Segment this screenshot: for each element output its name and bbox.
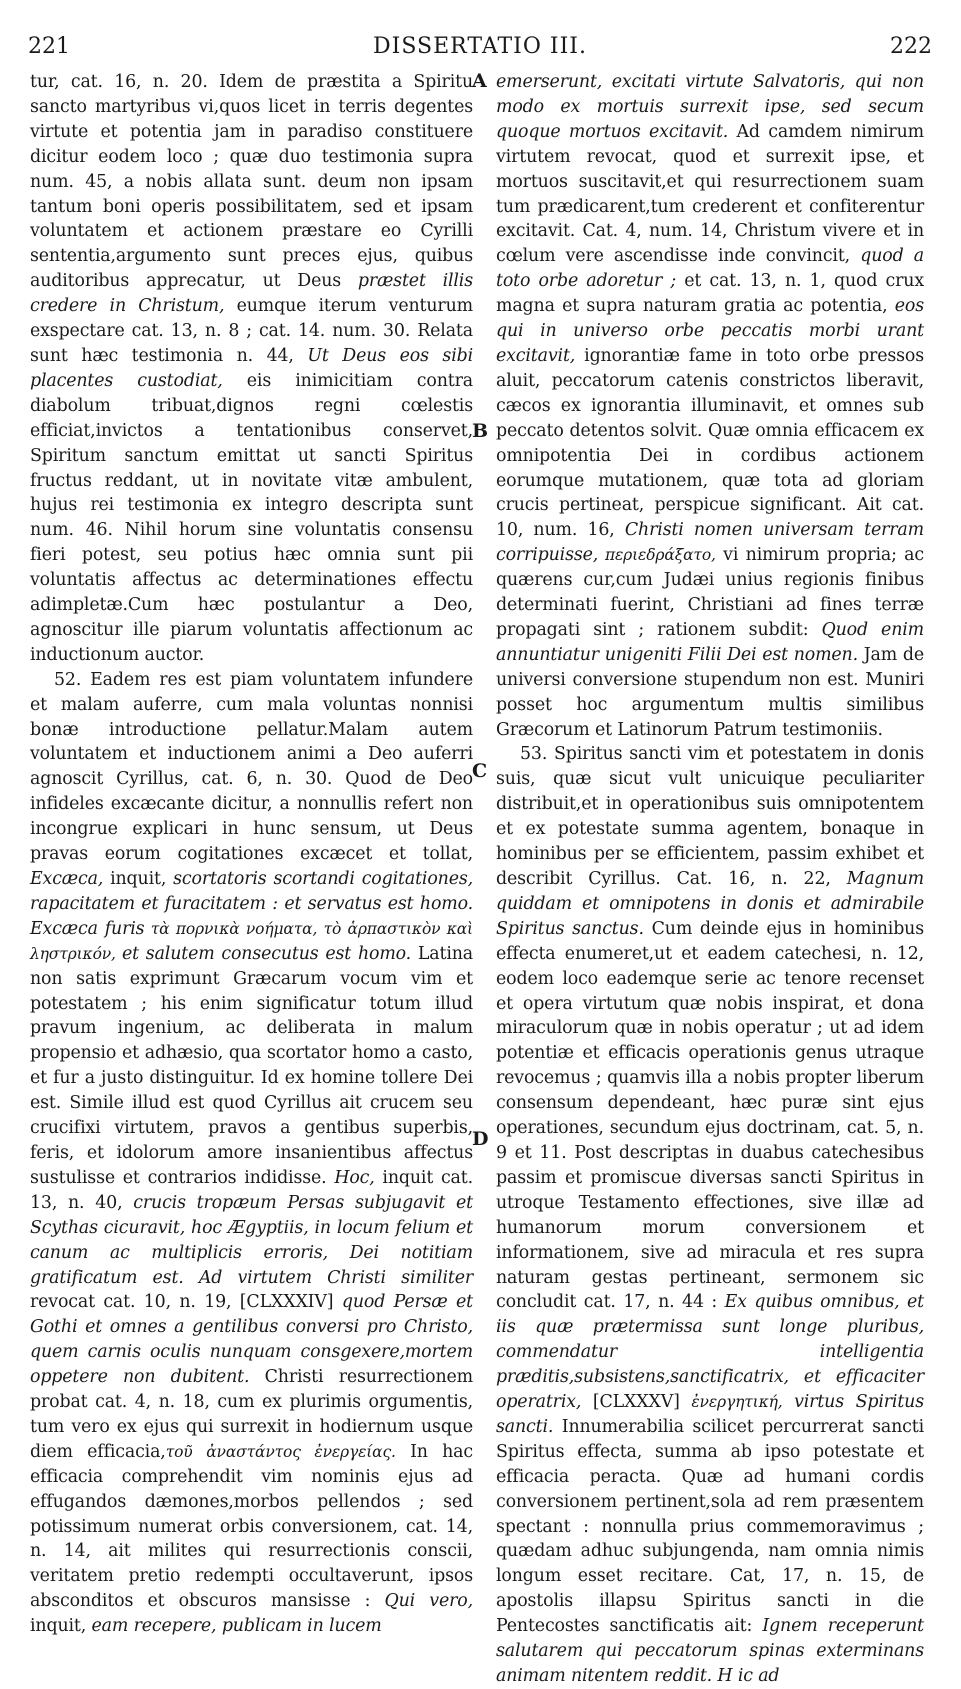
- text-run: 52. Eadem res est piam voluntatem infundere et malam auferre, cum mala voluntas nonnisi bonæ introductione pellatur.Malam autem voluntatem et inductionem animi a Deo auferri agnoscit Cyrillus, cat. 6, n. 30. Quod de Deo infideles excæcante dicitur, a nonnullis refert non incongrue explicari in hunc sensum, ut Deus pravas eorum cogitationes excæcet et tollat,: [30, 669, 473, 865]
- quotation: emerserunt, excitati virtute Salvatoris, qui non modo ex mortuis surrexit ipse, sed secum quoque mortuos excitavit.: [496, 72, 924, 142]
- text-run: 53. Spiritus sancti vim et potestatem in donis suis, quæ sicut vult unicuique peculiariter distribuit,et in operationibus suis omnipotentem et ex potestate summa agentem, bonaque in hominibus per se efficientem, passim exhibet et describit Cyrillus. Cat. 16, n. 22,: [496, 744, 924, 889]
- text-run: Jam de universi conversione stupendum non est. Muniri posset hoc argumentum multis similibus Græcorum et Latinorum Patrum testimoniis.: [496, 644, 924, 740]
- paragraph-53: [496, 742, 924, 1688]
- text-run: Innumerabilia scilicet percurrerat sancti Spiritus effecta, summa ab ipso potestate et efficacia peracta. Quæ ad humani cordis conversionem pertinent,sola ad rem præsentem spectant : nonnulla prius commemoravimus ; quædam adhuc subjungenda, nam omnia nimis longum esset recitare. Cat, 17, n. 15, de apostolis illapsu Spiritus sancti in die Pentecostes sanctificatis ait:: [496, 1416, 924, 1637]
- text-run: ignorantiæ fame in toto orbe pressos aluit, peccatorum catenis constrictos liberavit, cæcos ex ignorantia illuminavit, et omnes sub peccato detentos solvit. Quæ omnia efficacem ex omnipotentia Dei in cordibus actionem eorumque mutationem, quæ tota ad gloriam crucis pertineat, perspicue significant. Ait cat. 10, num. 16,: [496, 345, 924, 541]
- section-marker-b: B: [472, 420, 489, 442]
- right-column: [496, 70, 924, 1689]
- text-run: tur, cat. 16, n. 20. Idem de præstita a Spiritu sancto martyribus vi,quos licet in terris degentes virtute et potentia jam in paradiso constituere dicitur eodem loco ; quæ duo testimonia supra num. 45, a nobis allata sunt. deum non ipsam tantum boni operis possibilitatem, sed et ipsam voluntatem et actionem præstare eo Cyrilli sententia,argumento sunt preces ejus, quibus auditoribus apprecatur, ut Deus: [30, 72, 473, 292]
- quotation: Magnum quiddam et omnipotens in donis et admirabile Spiritus sanctus.: [496, 869, 924, 939]
- text-run: [CLXXXV]: [581, 1392, 692, 1413]
- quotation: quod Persæ et Gothi et omnes a gentilibus conversi pro Christo, quem carnis oculis nunquam consgexere,mortem oppetere non dubitent.: [30, 1292, 473, 1388]
- quotation: virtus Spiritus sancti.: [496, 1392, 924, 1437]
- text-run: Cum deinde ejus in hominibus effecta enumeret,ut et eadem catechesi, n. 12, eodem loco eademque serie ac tenore recenset et opera virtutum quæ nobis inspirat, et dona miraculorum quæ in nobis operatur ; ut ad idem potentiæ et efficacis operationis genus utraque revocemus ; quamvis illa a nobis propter liberum consensum dependeant, hæc puræ sint ejus operationes, secundum ejus doctrinam, cat. 5, n. 9 et 11. Post descriptas in duabus catechesibus passim et promiscue diversas sancti Spiritus in utroque Testamento effectiones, sive illæ ad humanorum morum conversionem et informationem, sive ad miracula et res supra naturam gestas pertineant, sermonem sic concludit cat. 17, n. 44 :: [496, 918, 924, 1313]
- quotation: Ex quibus omnibus, et iis quæ prætermissa sunt longe pluribus, commendatur intelligentia præditis,subsistens,sanctificatrix, et efficaciter operatrix,: [496, 1292, 924, 1413]
- left-page-number: 221: [28, 34, 70, 59]
- greek-text: τὰ πορνικὰ νοήματα, τὸ ἁρπαστικὸν καὶ ληστρικόν,: [30, 919, 473, 963]
- text-run: et cat. 13, n. 1, quod crux magna et supra naturam gratia ac potentia,: [496, 271, 924, 317]
- quotation: Christi nomen universam terram corripuisse,: [496, 520, 924, 566]
- quotation: Ignem receperunt salutarem qui peccatorum spinas exterminans animam nitentem reddit. H ic ad: [496, 1616, 924, 1686]
- quotation: eos qui in universo orbe peccatis morbi urant excitavit,: [496, 296, 924, 366]
- page-header: [28, 26, 932, 66]
- section-marker-c: C: [472, 760, 488, 782]
- right-page-number: 222: [890, 34, 932, 59]
- quotation: Qui vero,: [384, 1591, 473, 1612]
- running-title: DISSERTATIO III.: [373, 34, 587, 59]
- section-marker-d: D: [472, 1128, 489, 1150]
- quotation: Hoc,: [334, 1167, 375, 1188]
- quotation: eam recepere, publicam in lucem: [91, 1616, 382, 1637]
- greek-text: περιεδράξατο,: [598, 546, 716, 565]
- text-run: eumque iterum venturum exspectare cat. 13, n. 8 ; cat. 14. num. 30. Relata sunt hæc testimonia n. 44,: [30, 296, 473, 366]
- quotation: crucis tropæum Persas subjugavit et Scythas cicuravit, hoc Ægyptiis, in locum felium et canum ac multiplicis erroris, Dei notitiam gratificatum est. Ad virtutem Christi similiter: [30, 1192, 474, 1288]
- quotation: scortatoris scortandi cogitationes, rapacitatem et furacitatem : et servatus est homo. Excæca furis: [30, 869, 473, 939]
- paragraph-51-continued: [30, 70, 473, 668]
- quotation: quod a toto orbe adoretur ;: [496, 246, 924, 292]
- left-column: [30, 70, 473, 1639]
- greek-text: ἐνεργητική,: [691, 1393, 783, 1412]
- text-run: eis inimicitiam contra diabolum tribuat,dignos regni cœlestis efficiat,invictos a tentationibus conservet, Spiritum sanctum emittat ut sancti Spiritus fructus reddant, ut in novitate vitæ ambulent, hujus rei testimonia ex integro descripta sunt num. 46. Nihil horum sine voluntatis consensu fieri potest, seu potius hæc omnia sunt pii voluntatis affectus ac determinationes effectu adimpletæ.Cum hæc postulantur a Deo, agnoscitur ille piarum voluntatis affectionum ac inductionum auctor.: [30, 370, 473, 665]
- text-run: Latina non satis exprimunt Græcarum vocum vim et potestatem ; his enim significatur totum illud pravum ingenium, ac deliberata in malum propensio et adhæsio, qua scortator homo a casto, et fur a justo distinguitur. Id ex homine tollere Dei est. Simile illud est quod Cyrillus ait crucem seu crucifixi virtutem, pravos a gentibus superbis, feris, et idolorum amore insanientibus affectus sustulisse et contrarios indidisse.: [30, 943, 474, 1188]
- paragraph-52: [30, 668, 473, 1639]
- text-run: Ad camdem nimirum virtutem revocat, quod et surrexit ipse, et mortuos suscitavit,et qui resurrectionem suam tum prædicarent,tum crederent et confiterentur excitavit. Cat. 4, num. 14, Christum vivere et in cœlum vere ascendisse inde convincit,: [496, 121, 924, 267]
- quotation: et salutem consecutus est homo.: [122, 943, 412, 964]
- quotation: præstet illis credere in Christum,: [30, 271, 473, 317]
- text-run: inquit,: [103, 869, 174, 889]
- text-run: Christi resurrectionem probat cat. 4, n. 18, cum ex plurimis orgumentis, tum vero ex ejus qui surrexit in hodiernum usque diem efficacia,: [30, 1367, 473, 1462]
- quotation: Excæca,: [30, 869, 104, 889]
- quotation: Ut Deus eos sibi placentes custodiat,: [30, 345, 473, 391]
- quotation: Quod enim annuntiatur unigeniti Filii Dei est nomen.: [496, 619, 924, 665]
- text-run: inquit,: [30, 1616, 92, 1637]
- text-run: inquit cat. 13, n. 40,: [30, 1167, 473, 1213]
- text-run: revocat cat. 10, n. 19, [CLXXXIV]: [30, 1292, 342, 1313]
- section-marker-a: A: [472, 70, 487, 92]
- text-run: In hac efficacia comprehendit vim nominis ejus ad effugandos dæmones,morbos pellendos ; sed potissimum numerat orbis conversionem, cat. 14, n. 14, ait milites qui resurrectionis conscii, veritatem pretio redempti occultaverunt, ipsos absconditos et obscuros mansisse :: [30, 1441, 473, 1612]
- text-run: vi nimirum propria; ac quærens cur,cum Judæi unius regionis finibus determinati fuerint, Christiani ad fines terræ propagati sint ; rationem subdit:: [496, 545, 924, 640]
- paragraph-52-continued: [496, 70, 924, 742]
- greek-text: τοῦ ἀναστάντος ἐνεργείας.: [165, 1442, 396, 1461]
